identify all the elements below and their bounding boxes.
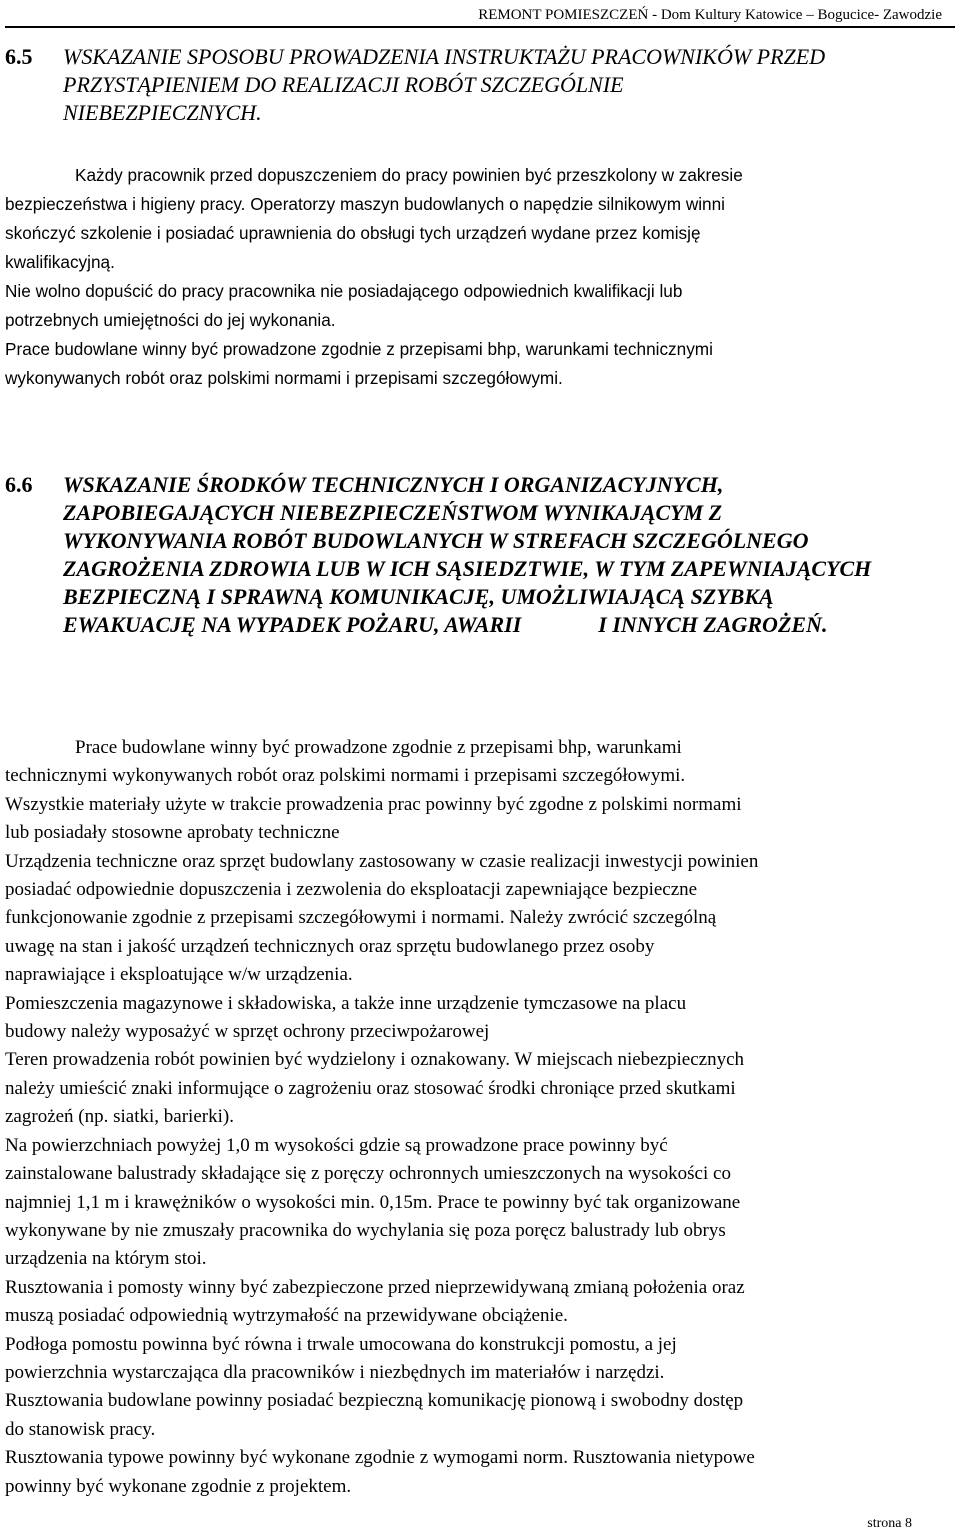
section-title-line: NIEBEZPIECZNYCH.: [63, 100, 262, 125]
page-number: strona 8: [867, 1516, 912, 1531]
section-number: 6.5: [5, 44, 33, 69]
body-line: Teren prowadzenia robót powinien być wydzielony i oznakowany. W miejscach niebezpiecznych: [5, 1049, 745, 1071]
body-line: Prace budowlane winny być prowadzone zgodnie z przepisami bhp, warunkami: [75, 737, 682, 758]
body-line: kwalifikacyjną.: [5, 252, 115, 272]
body-line: technicznymi wykonywanych robót oraz polskimi normami i przepisami szczegółowymi.: [5, 765, 686, 787]
body-line: potrzebnych umiejętności do jej wykonania.: [5, 310, 336, 330]
section-title-line: WYKONYWANIA ROBÓT BUDOWLANYCH W STREFACH SZCZEGÓLNEGO: [63, 528, 809, 553]
body-line: uwagę na stan i jakość urządzeń technicznych oraz sprzętu budowlanego przez osoby: [5, 935, 655, 957]
section-title: [63, 471, 950, 639]
section-heading-6-5: [5, 43, 950, 127]
header-rule: [5, 26, 955, 28]
section-title-line: WSKAZANIE ŚRODKÓW TECHNICZNYCH I ORGANIZACYJNYCH,: [63, 472, 724, 497]
body-line: posiadać odpowiednie dopuszczenia i zezwolenia do eksploatacji zapewniające bezpieczne: [5, 879, 698, 901]
body-line: Rusztowania typowe powinny być wykonane zgodnie z wymogami norm. Rusztowania nietypowe: [5, 1447, 755, 1469]
body-line: Rusztowania budowlane powinny posiadać bezpieczną komunikację pionową i swobodny dostęp: [5, 1390, 744, 1412]
section-title-line: WSKAZANIE SPOSOBU PROWADZENIA INSTRUKTAŻU PRACOWNIKÓW PRZED: [63, 44, 826, 69]
body-line: Każdy pracownik przed dopuszczeniem do pracy powinien być przeszkolony w zakresie: [75, 165, 743, 185]
body-line: zainstalowane balustrady składające się z poręczy ochronnych umieszczonych na wysokości co: [5, 1163, 731, 1185]
body-line: Rusztowania i pomosty winny być zabezpieczone przed nieprzewidywaną zmianą położenia oraz: [5, 1276, 745, 1298]
section-heading-6-6: [5, 471, 950, 639]
body-line: do stanowisk pracy.: [5, 1418, 156, 1440]
running-header: REMONT POMIESZCZEŃ - Dom Kultury Katowice – Bogucice- Zawodzie: [478, 7, 942, 23]
body-line: budowy należy wyposażyć w sprzęt ochrony przeciwpożarowej: [5, 1021, 490, 1043]
section-title-line: ZAPOBIEGAJĄCYCH NIEBEZPIECZEŃSTWOM WYNIKAJĄCYM Z: [63, 500, 723, 525]
body-line: Prace budowlane winny być prowadzone zgodnie z przepisami bhp, warunkami technicznymi: [5, 339, 713, 359]
body-line: powinny być wykonane zgodnie z projektem.: [5, 1475, 352, 1497]
body-line: wykonywane by nie zmuszały pracownika do wychylania się poza poręcz balustrady lub obrys: [5, 1219, 726, 1241]
section-title-line: ZAGROŻENIA ZDROWIA LUB W ICH SĄSIEDZTWIE, W TYM ZAPEWNIAJĄCYCH: [63, 556, 872, 581]
body-line: najmniej 1,1 m i krawężników o wysokości min. 0,15m. Prace te powinny być tak organizowane: [5, 1191, 741, 1213]
body-line: zagrożeń (np. siatki, barierki).: [5, 1106, 234, 1128]
body-line: Na powierzchniach powyżej 1,0 m wysokości gdzie są prowadzone prace powinny być: [5, 1134, 668, 1156]
section-title: [63, 43, 950, 127]
body-line: Podłoga pomostu powinna być równa i trwale umocowana do konstrukcji pomostu, a jej: [5, 1333, 677, 1355]
body-line: Urządzenia techniczne oraz sprzęt budowlany zastosowany w czasie realizacji inwestycji powinien: [5, 850, 759, 872]
section-title-line: PRZYSTĄPIENIEM DO REALIZACJI ROBÓT SZCZEGÓLNIE: [63, 72, 624, 97]
section-6-5-body: [5, 161, 950, 393]
body-line: Nie wolno dopuścić do pracy pracownika nie posiadającego odpowiednich kwalifikacji lub: [5, 281, 683, 301]
body-line: powierzchnia wystarczająca dla pracowników i niezbędnych im materiałów i narzędzi.: [5, 1361, 665, 1383]
section-title-line: EWAKUACJĘ NA WYPADEK POŻARU, AWARII I INNYCH ZAGROŻEŃ.: [63, 612, 828, 637]
section-title-line: BEZPIECZNĄ I SPRAWNĄ KOMUNIKACJĘ, UMOŻLIWIAJĄCĄ SZYBKĄ: [63, 584, 774, 609]
body-line: Wszystkie materiały użyte w trakcie prowadzenia prac powinny być zgodne z polskimi normami: [5, 793, 742, 815]
body-line: lub posiadały stosowne aprobaty techniczne: [5, 822, 340, 844]
body-line: naprawiające i eksploatujące w/w urządzenia.: [5, 964, 353, 986]
body-line: Pomieszczenia magazynowe i składowiska, a także inne urządzenie tymczasowe na placu: [5, 992, 687, 1014]
section-6-6-body: [5, 734, 950, 1501]
section-number: 6.6: [5, 472, 33, 497]
body-line: bezpieczeństwa i higieny pracy. Operatorzy maszyn budowlanych o napędzie silnikowym winni: [5, 194, 725, 214]
body-line: należy umieścić znaki informujące o zagrożeniu oraz stosować środki chroniące przed skutkami: [5, 1077, 736, 1099]
body-line: skończyć szkolenie i posiadać uprawnienia do obsługi tych urządzeń wydane przez komisję: [5, 223, 701, 243]
body-line: urządzenia na którym stoi.: [5, 1248, 207, 1270]
body-line: wykonywanych robót oraz polskimi normami i przepisami szczegółowymi.: [5, 368, 563, 388]
body-line: funkcjonowanie zgodnie z przepisami szczegółowymi i normami. Należy zwrócić szczególną: [5, 907, 717, 929]
body-line: muszą posiadać odpowiednią wytrzymałość na przewidywane obciążenie.: [5, 1305, 568, 1327]
